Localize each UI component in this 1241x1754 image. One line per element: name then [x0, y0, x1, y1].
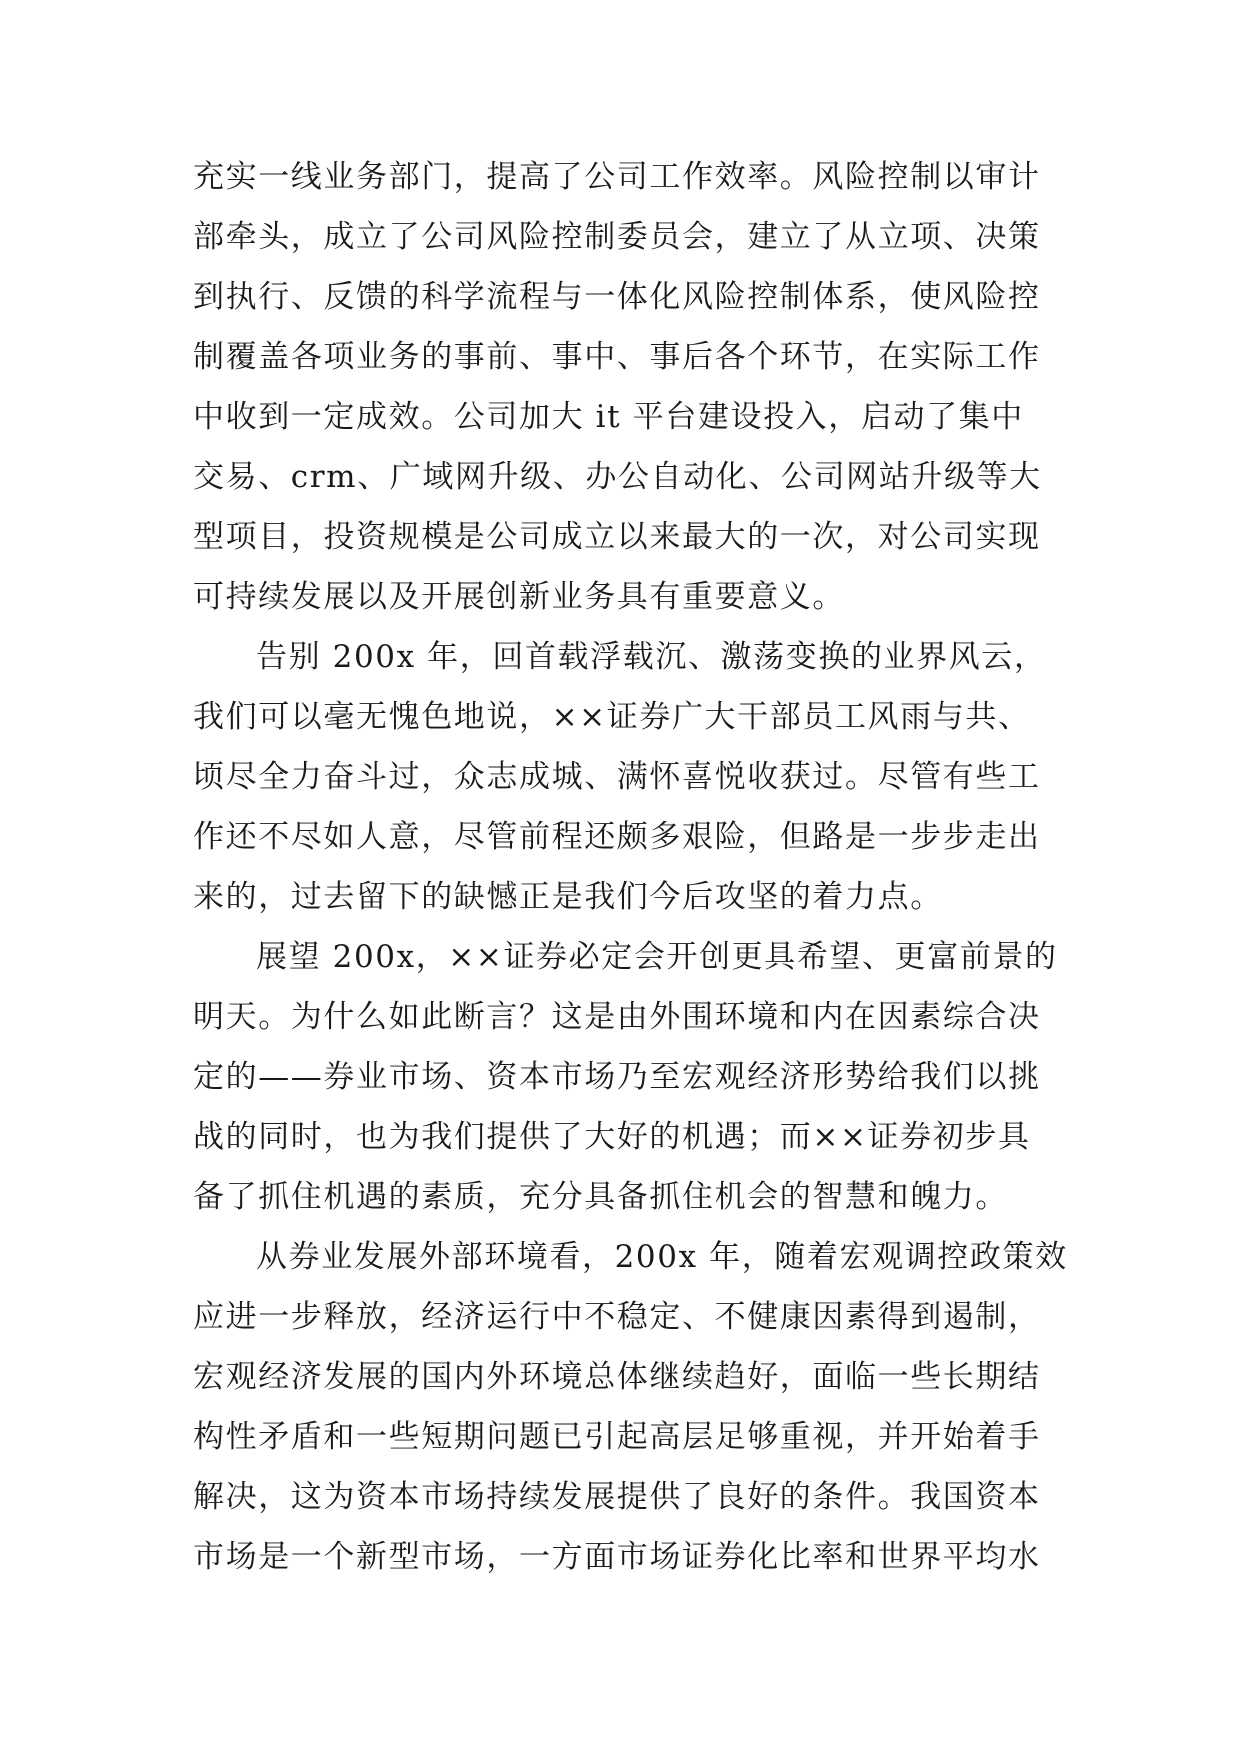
text-line: 战的同时，也为我们提供了大好的机遇；而××证券初步具: [193, 1119, 1031, 1155]
text-line: 部牵头，成立了公司风险控制委员会，建立了从立项、决策: [193, 219, 1041, 255]
text-line-first: 告别 200x 年，回首载浮载沉、激荡变换的业界风云，: [256, 639, 1047, 675]
text-line: 应进一步释放，经济运行中不稳定、不健康因素得到遏制，: [193, 1299, 1041, 1335]
text-line-first: 从券业发展外部环境看，200x 年，随着宏观调控政策效: [256, 1239, 1068, 1275]
text-line: 制覆盖各项业务的事前、事中、事后各个环节，在实际工作: [193, 339, 1041, 375]
text-line: 充实一线业务部门，提高了公司工作效率。风险控制以审计: [193, 159, 1041, 195]
text-line: 市场是一个新型市场，一方面市场证券化比率和世界平均水: [193, 1539, 1041, 1575]
text-line: 解决，这为资本市场持续发展提供了良好的条件。我国资本: [193, 1479, 1041, 1515]
text-line: 备了抓住机遇的素质，充分具备抓住机会的智慧和魄力。: [193, 1179, 1008, 1215]
text-line: 我们可以毫无愧色地说，××证券广大干部员工风雨与共、: [193, 699, 1031, 735]
paragraph-4: [193, 1227, 1073, 1587]
paragraph-3: [193, 927, 1073, 1227]
body-text: [193, 147, 1073, 1587]
text-line: 明天。为什么如此断言？这是由外围环境和内在因素综合决: [193, 999, 1041, 1035]
text-line: 定的——券业市场、资本市场乃至宏观经济形势给我们以挑: [193, 1059, 1041, 1095]
text-line: 构性矛盾和一些短期问题已引起高层足够重视，并开始着手: [193, 1419, 1041, 1455]
text-line: 来的，过去留下的缺憾正是我们今后攻坚的着力点。: [193, 879, 943, 915]
text-line: 到执行、反馈的科学流程与一体化风险控制体系，使风险控: [193, 279, 1041, 315]
text-line: 交易、crm、广域网升级、办公自动化、公司网站升级等大: [193, 459, 1042, 495]
text-line: 作还不尽如人意，尽管前程还颇多艰险，但路是一步步走出: [193, 819, 1041, 855]
text-line-first: 展望 200x，××证券必定会开创更具希望、更富前景的: [256, 939, 1058, 975]
paragraph-1: [193, 147, 1073, 627]
text-line: 可持续发展以及开展创新业务具有重要意义。: [193, 579, 845, 615]
text-line: 中收到一定成效。公司加大 it 平台建设投入，启动了集中: [193, 399, 1024, 435]
text-line: 型项目，投资规模是公司成立以来最大的一次，对公司实现: [193, 519, 1041, 555]
text-line: 顷尽全力奋斗过，众志成城、满怀喜悦收获过。尽管有些工: [193, 759, 1041, 795]
text-line: 宏观经济发展的国内外环境总体继续趋好，面临一些长期结: [193, 1359, 1041, 1395]
paragraph-2: [193, 627, 1073, 927]
